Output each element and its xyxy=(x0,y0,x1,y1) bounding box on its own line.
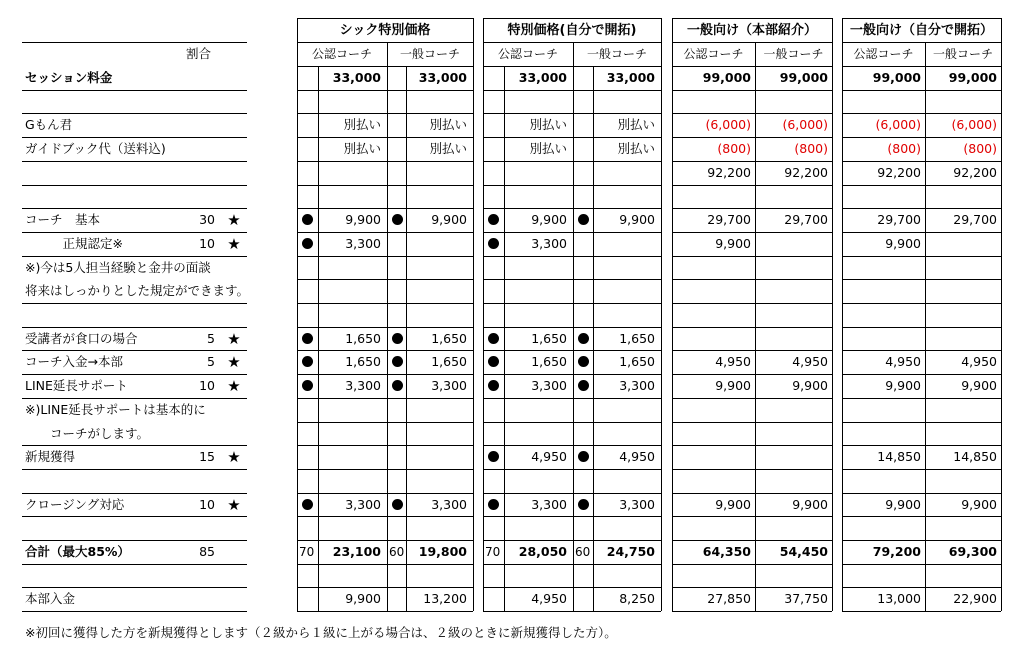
group-top-rule xyxy=(672,18,832,19)
value-cell: 8,250 xyxy=(619,591,655,607)
row-rule xyxy=(842,303,1001,304)
value-cell: 9,900 xyxy=(345,212,381,228)
value-cell: 33,000 xyxy=(332,70,381,85)
group-header-rule xyxy=(297,42,473,43)
pct-cell: 70 xyxy=(299,545,315,559)
value-cell: 9,900 xyxy=(885,235,921,251)
value-cell: 33,000 xyxy=(606,70,655,85)
group-title: 一般向け（本部紹介） xyxy=(686,23,817,38)
row-rule xyxy=(483,564,661,565)
value-cell: 9,900 xyxy=(531,212,567,228)
row-rule xyxy=(842,445,1001,446)
label-rule xyxy=(22,90,247,91)
row-ratio: 10 xyxy=(199,235,215,251)
value-cell: 99,000 xyxy=(948,70,997,85)
row-rule xyxy=(297,398,473,399)
value-cell: 4,950 xyxy=(531,449,567,465)
value-cell: 13,200 xyxy=(423,591,467,607)
row-rule xyxy=(483,422,661,423)
value-cell: 別払い xyxy=(343,141,381,157)
check-dot xyxy=(392,380,403,391)
row-rule xyxy=(842,374,1001,375)
value-cell: (800) xyxy=(963,141,997,157)
value-cell: 4,950 xyxy=(619,449,655,465)
sub-header-certified: 公認コーチ xyxy=(311,47,372,61)
row-rule xyxy=(297,113,473,114)
row-rule xyxy=(672,398,832,399)
value-cell: 9,900 xyxy=(961,496,997,512)
label-rule xyxy=(22,540,247,541)
row-rule xyxy=(297,90,473,91)
row-rule xyxy=(672,279,832,280)
group-subheader-rule xyxy=(297,66,473,67)
group-top-rule xyxy=(483,18,661,19)
check-dot xyxy=(578,333,589,344)
check-dot xyxy=(302,214,313,225)
row-rule xyxy=(842,327,1001,328)
row-rule xyxy=(483,469,661,470)
row-label: 本部入金 xyxy=(25,591,76,607)
group-subheader-rule xyxy=(483,66,661,67)
row-rule xyxy=(297,208,473,209)
value-cell: 4,950 xyxy=(715,354,751,370)
label-rule xyxy=(22,303,247,304)
row-rule xyxy=(842,279,1001,280)
value-cell: 9,900 xyxy=(792,378,828,394)
row-label: 新規獲得 xyxy=(25,449,76,465)
group-subheader-rule xyxy=(842,66,1001,67)
row-rule xyxy=(483,113,661,114)
row-rule xyxy=(483,232,661,233)
check-dot xyxy=(488,214,499,225)
row-label: 受講者が食口の場合 xyxy=(25,330,138,346)
value-cell: 3,300 xyxy=(345,235,381,251)
value-cell: 別払い xyxy=(343,117,381,133)
star-mark: ★ xyxy=(227,234,241,253)
row-label: コーチがします。 xyxy=(25,425,150,441)
row-rule xyxy=(483,90,661,91)
check-dot xyxy=(302,499,313,510)
value-cell: 28,050 xyxy=(518,544,567,559)
label-rule xyxy=(22,256,247,257)
check-dot xyxy=(392,356,403,367)
group-header-rule xyxy=(842,42,1001,43)
row-rule xyxy=(483,327,661,328)
value-cell: 9,900 xyxy=(792,496,828,512)
row-rule xyxy=(297,493,473,494)
check-dot xyxy=(302,333,313,344)
value-cell: 92,200 xyxy=(953,164,997,180)
row-rule xyxy=(672,587,832,588)
value-cell: 別払い xyxy=(617,117,655,133)
value-cell: 27,850 xyxy=(707,591,751,607)
row-rule xyxy=(297,469,473,470)
label-rule xyxy=(22,374,247,375)
sub-header-general: 一般コーチ xyxy=(932,47,993,61)
label-rule xyxy=(22,516,247,517)
row-rule xyxy=(672,232,832,233)
row-rule xyxy=(297,232,473,233)
value-cell: (800) xyxy=(717,141,751,157)
check-dot xyxy=(488,451,499,462)
value-cell: (6,000) xyxy=(951,117,997,133)
row-rule xyxy=(842,90,1001,91)
value-cell: 64,350 xyxy=(702,544,751,559)
value-cell: 4,950 xyxy=(792,354,828,370)
value-cell: 3,300 xyxy=(431,378,467,394)
label-rule xyxy=(22,611,247,612)
group-right-rule xyxy=(661,18,662,611)
row-label: 正規認定※ xyxy=(25,235,123,251)
label-rule xyxy=(22,493,247,494)
row-rule xyxy=(483,256,661,257)
row-rule xyxy=(672,493,832,494)
group-right-rule xyxy=(832,18,833,611)
row-rule xyxy=(842,422,1001,423)
row-rule xyxy=(672,445,832,446)
value-cell: 1,650 xyxy=(345,354,381,370)
value-cell: 23,100 xyxy=(332,544,381,559)
row-ratio: 10 xyxy=(199,378,215,394)
check-dot xyxy=(488,499,499,510)
group-header-rule xyxy=(672,42,832,43)
row-rule xyxy=(842,516,1001,517)
value-cell: 3,300 xyxy=(345,496,381,512)
row-rule xyxy=(483,587,661,588)
row-label: セッション料金 xyxy=(25,70,113,85)
sub-header-certified: 公認コーチ xyxy=(497,47,558,61)
value-cell: 99,000 xyxy=(872,70,921,85)
row-rule xyxy=(842,398,1001,399)
row-ratio: 5 xyxy=(207,354,215,370)
value-cell: 79,200 xyxy=(872,544,921,559)
value-cell: 別払い xyxy=(429,141,467,157)
value-cell: 29,700 xyxy=(877,212,921,228)
row-rule xyxy=(297,564,473,565)
label-rule xyxy=(22,564,247,565)
group-top-rule xyxy=(842,18,1001,19)
value-cell: 3,300 xyxy=(531,496,567,512)
value-cell: (6,000) xyxy=(705,117,751,133)
group-left-rule xyxy=(483,18,484,611)
value-cell: 69,300 xyxy=(948,544,997,559)
row-label: ※)LINE延長サポートは基本的に xyxy=(25,401,206,417)
row-rule xyxy=(672,611,832,612)
row-rule xyxy=(842,540,1001,541)
check-dot xyxy=(392,499,403,510)
row-ratio: 85 xyxy=(199,544,215,559)
star-mark: ★ xyxy=(227,329,241,348)
value-cell: 29,700 xyxy=(707,212,751,228)
label-rule xyxy=(22,232,247,233)
value-cell: 1,650 xyxy=(619,330,655,346)
value-cell: 9,900 xyxy=(345,591,381,607)
group-title: シック特別価格 xyxy=(339,23,431,38)
label-rule xyxy=(22,445,247,446)
row-label: Gもん君 xyxy=(25,117,73,133)
value-cell: 33,000 xyxy=(518,70,567,85)
row-rule xyxy=(672,422,832,423)
group-left-rule xyxy=(672,18,673,611)
value-cell: 別払い xyxy=(529,117,567,133)
row-rule xyxy=(483,611,661,612)
sub-header-general: 一般コーチ xyxy=(763,47,824,61)
sub-header-general: 一般コーチ xyxy=(586,47,647,61)
ratio-header: 割合 xyxy=(186,46,212,61)
star-mark: ★ xyxy=(227,495,241,514)
row-rule xyxy=(297,161,473,162)
label-rule xyxy=(22,137,247,138)
check-dot xyxy=(488,238,499,249)
check-dot xyxy=(578,380,589,391)
value-cell: 92,200 xyxy=(877,164,921,180)
row-rule xyxy=(483,516,661,517)
row-rule xyxy=(842,587,1001,588)
row-rule xyxy=(297,137,473,138)
row-rule xyxy=(672,185,832,186)
row-rule xyxy=(842,113,1001,114)
value-cell: 13,000 xyxy=(877,591,921,607)
row-rule xyxy=(297,303,473,304)
check-dot xyxy=(302,380,313,391)
value-cell: 1,650 xyxy=(531,330,567,346)
row-rule xyxy=(297,516,473,517)
value-cell: 3,300 xyxy=(431,496,467,512)
group-left-rule xyxy=(842,18,843,611)
value-cell: 4,950 xyxy=(885,354,921,370)
row-rule xyxy=(483,445,661,446)
star-mark: ★ xyxy=(227,448,241,467)
value-cell: 9,900 xyxy=(885,496,921,512)
value-cell: (6,000) xyxy=(875,117,921,133)
row-rule xyxy=(842,161,1001,162)
value-cell: (6,000) xyxy=(782,117,828,133)
row-label: LINE延長サポート xyxy=(25,378,128,394)
row-rule xyxy=(672,327,832,328)
label-rule xyxy=(22,208,247,209)
value-cell: 92,200 xyxy=(784,164,828,180)
value-cell: 9,900 xyxy=(961,378,997,394)
value-cell: 33,000 xyxy=(418,70,467,85)
value-cell: 9,900 xyxy=(715,235,751,251)
value-cell: 99,000 xyxy=(779,70,828,85)
row-rule xyxy=(297,540,473,541)
row-rule xyxy=(483,161,661,162)
row-rule xyxy=(672,208,832,209)
value-cell: 99,000 xyxy=(702,70,751,85)
value-cell: 37,750 xyxy=(784,591,828,607)
sub-header-certified: 公認コーチ xyxy=(853,47,914,61)
value-cell: (800) xyxy=(887,141,921,157)
row-label: 将来はしっかりとした規定ができます。 xyxy=(25,283,250,299)
row-rule xyxy=(672,137,832,138)
check-dot xyxy=(578,499,589,510)
value-cell: 22,900 xyxy=(953,591,997,607)
group-subheader-rule xyxy=(672,66,832,67)
row-rule xyxy=(483,137,661,138)
row-rule xyxy=(483,208,661,209)
value-cell: 1,650 xyxy=(345,330,381,346)
row-rule xyxy=(483,350,661,351)
row-rule xyxy=(297,256,473,257)
pct-cell: 60 xyxy=(575,545,591,559)
value-cell: 4,950 xyxy=(531,591,567,607)
label-rule xyxy=(22,327,247,328)
row-rule xyxy=(672,540,832,541)
sub-header-general: 一般コーチ xyxy=(399,47,460,61)
row-label: コーチ 基本 xyxy=(25,212,101,228)
row-rule xyxy=(483,540,661,541)
value-cell: 別払い xyxy=(529,141,567,157)
value-cell: 4,950 xyxy=(961,354,997,370)
row-rule xyxy=(483,279,661,280)
row-rule xyxy=(842,185,1001,186)
pct-cell: 60 xyxy=(389,545,405,559)
row-ratio: 15 xyxy=(199,449,215,465)
check-dot xyxy=(392,214,403,225)
value-cell: 1,650 xyxy=(431,330,467,346)
row-rule xyxy=(297,279,473,280)
row-rule xyxy=(672,161,832,162)
value-cell: 92,200 xyxy=(707,164,751,180)
label-rule xyxy=(22,587,247,588)
value-cell: 14,850 xyxy=(953,449,997,465)
row-rule xyxy=(297,587,473,588)
label-rule xyxy=(22,185,247,186)
check-dot xyxy=(488,356,499,367)
row-rule xyxy=(297,327,473,328)
value-cell: 9,900 xyxy=(431,212,467,228)
check-dot xyxy=(392,333,403,344)
pct-cell: 70 xyxy=(485,545,501,559)
label-header-rule xyxy=(22,42,247,43)
check-dot xyxy=(578,356,589,367)
row-rule xyxy=(483,374,661,375)
row-ratio: 5 xyxy=(207,330,215,346)
row-rule xyxy=(297,422,473,423)
footnote: ※初回に獲得した方を新規獲得とします（２級から１級に上がる場合は、２級のときに新規獲得した方）。 xyxy=(25,625,617,640)
group-top-rule xyxy=(297,18,473,19)
group-title: 特別価格(自分で開拓) xyxy=(507,23,637,38)
star-mark: ★ xyxy=(227,353,241,372)
value-cell: 24,750 xyxy=(606,544,655,559)
value-cell: 3,300 xyxy=(619,378,655,394)
check-dot xyxy=(488,380,499,391)
group-right-rule xyxy=(473,18,474,611)
label-rule xyxy=(22,398,247,399)
value-cell: 29,700 xyxy=(784,212,828,228)
row-rule xyxy=(672,303,832,304)
row-ratio: 10 xyxy=(199,496,215,512)
row-rule xyxy=(672,516,832,517)
value-cell: 3,300 xyxy=(531,235,567,251)
label-rule xyxy=(22,113,247,114)
value-cell: 9,900 xyxy=(619,212,655,228)
row-rule xyxy=(483,185,661,186)
value-cell: 3,300 xyxy=(531,378,567,394)
row-rule xyxy=(672,564,832,565)
row-rule xyxy=(672,350,832,351)
row-rule xyxy=(672,113,832,114)
row-rule xyxy=(842,208,1001,209)
row-rule xyxy=(842,469,1001,470)
value-cell: 別払い xyxy=(429,117,467,133)
label-rule xyxy=(22,161,247,162)
group-left-rule xyxy=(297,18,298,611)
row-rule xyxy=(297,374,473,375)
row-label: 合計（最大85%） xyxy=(25,544,130,559)
row-label: コーチ入金→本部 xyxy=(25,354,123,370)
group-right-rule xyxy=(1001,18,1002,611)
sub-header-certified: 公認コーチ xyxy=(683,47,744,61)
row-rule xyxy=(297,185,473,186)
value-cell: 1,650 xyxy=(431,354,467,370)
row-rule xyxy=(483,493,661,494)
row-rule xyxy=(672,469,832,470)
row-rule xyxy=(672,256,832,257)
value-cell: 9,900 xyxy=(715,378,751,394)
check-dot xyxy=(302,356,313,367)
row-rule xyxy=(672,90,832,91)
value-cell: 54,450 xyxy=(779,544,828,559)
check-dot xyxy=(578,214,589,225)
star-mark: ★ xyxy=(227,377,241,396)
row-rule xyxy=(842,350,1001,351)
check-dot xyxy=(578,451,589,462)
value-cell: (800) xyxy=(794,141,828,157)
value-cell: 1,650 xyxy=(619,354,655,370)
value-cell: 29,700 xyxy=(953,212,997,228)
value-cell: 14,850 xyxy=(877,449,921,465)
value-cell: 1,650 xyxy=(531,354,567,370)
row-ratio: 30 xyxy=(199,212,215,228)
row-rule xyxy=(483,398,661,399)
row-label: ガイドブック代（送料込) xyxy=(25,141,166,157)
check-dot xyxy=(488,333,499,344)
group-header-rule xyxy=(483,42,661,43)
value-cell: 3,300 xyxy=(619,496,655,512)
row-rule xyxy=(842,493,1001,494)
row-label: クロージング対応 xyxy=(25,496,125,512)
label-rule xyxy=(22,469,247,470)
row-label: ※)今は5人担当経験と金井の面談 xyxy=(25,259,211,275)
value-cell: 9,900 xyxy=(715,496,751,512)
check-dot xyxy=(302,238,313,249)
row-rule xyxy=(297,350,473,351)
row-rule xyxy=(842,564,1001,565)
value-cell: 19,800 xyxy=(418,544,467,559)
row-rule xyxy=(842,232,1001,233)
row-rule xyxy=(297,445,473,446)
row-rule xyxy=(483,303,661,304)
value-cell: 3,300 xyxy=(345,378,381,394)
row-rule xyxy=(297,611,473,612)
row-rule xyxy=(842,611,1001,612)
value-cell: 9,900 xyxy=(885,378,921,394)
star-mark: ★ xyxy=(227,211,241,230)
value-cell: 別払い xyxy=(617,141,655,157)
row-rule xyxy=(842,137,1001,138)
row-rule xyxy=(672,374,832,375)
row-rule xyxy=(842,256,1001,257)
label-rule xyxy=(22,350,247,351)
group-title: 一般向け（自分で開拓） xyxy=(849,23,993,38)
